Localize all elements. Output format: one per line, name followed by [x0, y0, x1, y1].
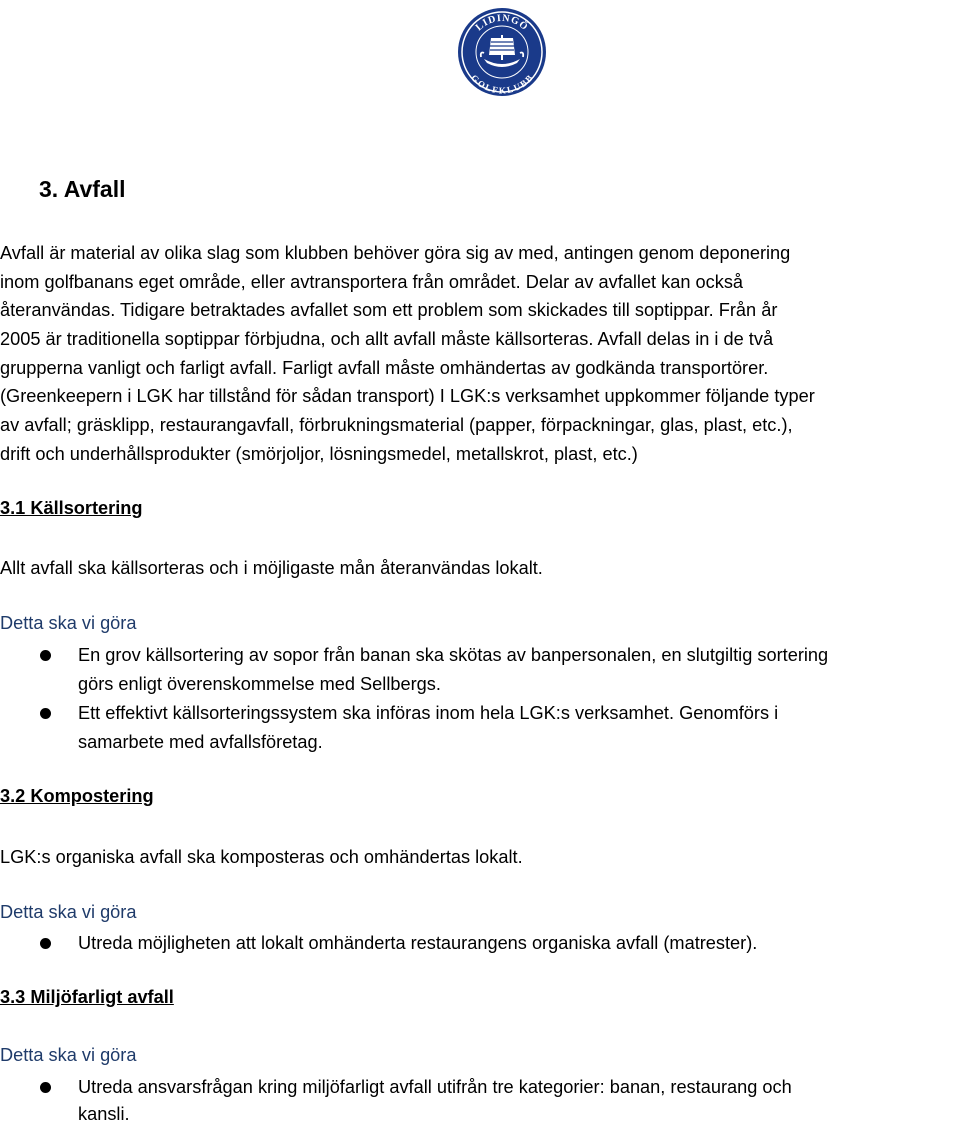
list-item-text: Ett effektivt källsorteringssystem ska införas inom hela LGK:s verksamhet. Genomförs i — [78, 703, 779, 723]
logo-text-bottom: GOLFKLUBB — [469, 72, 535, 96]
intro-line: Avfall är material av olika slag som klubben behöver göra sig av med, antingen genom deponering — [0, 243, 791, 263]
intro-line: (Greenkeepern i LGK har tillstånd för sådan transport) I LGK:s verksamhet uppkommer följande typer — [0, 386, 815, 406]
logo-text-top: LIDINGÖ — [473, 12, 531, 34]
list-item-text: En grov källsortering av sopor från banan ska skötas av banpersonalen, en slutgiltig sortering — [78, 645, 829, 665]
subsection-statement: LGK:s organiska avfall ska komposteras och omhändertas lokalt. — [0, 847, 523, 867]
list-item-text: Utreda möjligheten att lokalt omhänderta restaurangens organiska avfall (matrester). — [78, 933, 758, 953]
intro-line: 2005 är traditionella soptippar förbjudna, och allt avfall måste källsorteras. Avfall delas in i de två — [0, 329, 774, 349]
subsection-title-3-1: 3.1 Källsortering — [0, 498, 143, 518]
subsection-title-3-2: 3.2 Kompostering — [0, 786, 154, 806]
list-item-text: görs enligt överenskommelse med Sellbergs. — [78, 674, 441, 694]
bullet-icon — [40, 1082, 51, 1093]
list-item-text: samarbete med avfallsföretag. — [78, 732, 323, 752]
list-item-text: kansli. — [78, 1104, 130, 1124]
intro-line: av avfall; gräsklipp, restaurangavfall, förbrukningsmaterial (papper, förpackningar, glas, plast, etc.), — [0, 415, 793, 435]
section-heading: 3. Avfall — [39, 176, 126, 202]
intro-line: återanvändas. Tidigare betraktades avfallet som ett problem som skickades till soptippar. Från år — [0, 300, 778, 320]
intro-line: grupperna vanligt och farligt avfall. Farligt avfall måste omhändertas av godkända transportörer. — [0, 358, 769, 378]
intro-line: inom golfbanans eget område, eller avtransportera från området. Delar av avfallet kan också — [0, 272, 744, 292]
todo-label: Detta ska vi göra — [0, 902, 137, 922]
bullet-icon — [40, 650, 51, 661]
subsection-title-3-3: 3.3 Miljöfarligt avfall — [0, 987, 174, 1007]
intro-line: drift och underhållsprodukter (smörjoljor, lösningsmedel, metallskrot, plast, etc.) — [0, 444, 638, 464]
bullet-icon — [40, 708, 51, 719]
lidingo-golfklubb-logo — [457, 7, 547, 97]
todo-label: Detta ska vi göra — [0, 1045, 137, 1065]
todo-label: Detta ska vi göra — [0, 613, 137, 633]
list-item-text: Utreda ansvarsfrågan kring miljöfarligt avfall utifrån tre kategorier: banan, restaurang och — [78, 1077, 792, 1097]
subsection-statement: Allt avfall ska källsorteras och i möjligaste mån återanvändas lokalt. — [0, 558, 543, 578]
bullet-icon — [40, 938, 51, 949]
